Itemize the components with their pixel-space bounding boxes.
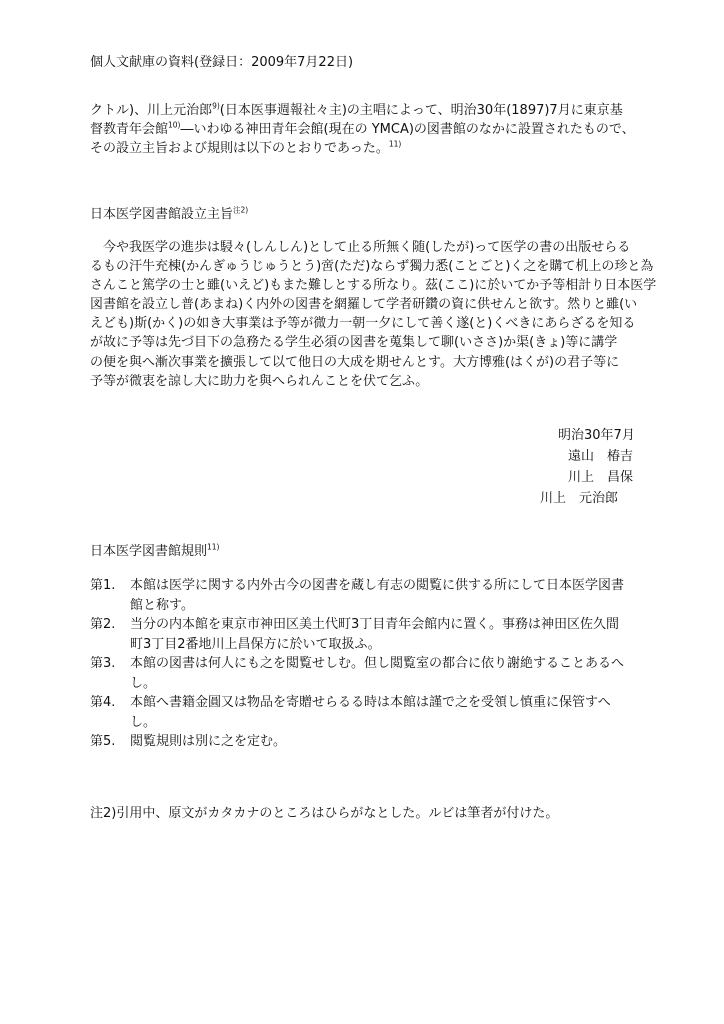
purpose-paragraph — [90, 238, 657, 391]
section-title-purpose: 日本医学図書館設立主旨$^{注2)}$ — [90, 205, 249, 222]
paragraph-line: さんこと篤学の士と雖(いえど)もまた難しとする所なり。茲(ここ)に於いてか予等相計り日本医学 — [90, 278, 657, 294]
paragraph-line: るもの汗牛充棟(かんぎゅうじゅうとう)啻(ただ)ならず獨力悉(ことごと)く之を購て机上の珍と為 — [90, 259, 654, 275]
rule-number: 第4. — [90, 695, 116, 710]
intro-paragraph — [90, 101, 650, 158]
rule-item — [90, 576, 650, 615]
footnote-ref: 10) — [168, 120, 181, 130]
rule-text: 本館は医学に関する内外古今の図書を蔵し有志の閲覧に供する所にして日本医学図書 館と称す。 — [130, 578, 625, 613]
rule-item — [90, 693, 650, 732]
signature-name: 川上 昌保 — [568, 470, 634, 485]
signature-name: 遠山 椿吉 — [568, 449, 634, 464]
rule-item — [90, 732, 650, 752]
rule-number: 第1. — [90, 578, 116, 593]
paragraph-line: の便を與へ漸次事業を擴張して以て他日の大成を期せんとす。大方博雅(はくが)の君子等に — [90, 354, 620, 370]
paragraph-line: が故に予等は先づ目下の急務たる学生必須の図書を蒐集して聊(いささ)か渠(きょ)等に講学 — [90, 335, 618, 351]
footnote-ref: 注2) — [233, 205, 249, 215]
paragraph-line: 図書館を設立し普(あまね)く内外の図書を網羅して学者研鑽の資に供せんと欲す。然りと雖(い — [90, 297, 638, 313]
footnote-ref: 9) — [212, 101, 220, 111]
rule-text: 当分の内本館を東京市神田区美土代町3丁目青年会館内に置く。事務は神田区佐久間 町3丁目2番地川上昌保方に於いて取扱ふ。 — [130, 617, 620, 652]
signature-name: 川上 元治郎 — [540, 491, 619, 506]
rule-number: 第5. — [90, 734, 116, 749]
rule-text: 本館の図書は何人にも之を閲覧せしむ。但し閲覧室の都合に依り謝絶することあるへ し。 — [130, 656, 625, 691]
paragraph-line: 今や我医学の進歩は駸々(しんしん)として止る所無く随(したが)って医学の書の出版せらる — [103, 240, 631, 255]
rule-number: 第3. — [90, 656, 116, 671]
intro-line: 督教青年会館$^{10)}$―いわゆる神田青年会館(現在の YMCA)の図書館のなかに設置されたもので、 — [90, 120, 635, 137]
rule-text: 本館へ書籍金圓又は物品を寄贈せらるる時は本館は謹で之を受領し慎重に保管すへ し。 — [130, 695, 611, 730]
rule-text: 閲覧規則は別に之を定む。 — [130, 734, 287, 749]
signature-date: 明治30年7月 — [558, 428, 635, 443]
intro-line: クトル)、川上元治郎$^{9)}$(日本医事週報社々主)の主唱によって、明治30年(1897)7月に東京基 — [90, 101, 623, 118]
paragraph-line: 予等が微衷を諒し大に助力を與へられんことを伏て乞ふ。 — [90, 373, 429, 389]
footnote-ref: 11) — [388, 139, 402, 149]
rule-item — [90, 654, 650, 693]
footnote-ref: 11) — [207, 542, 220, 552]
rules-list — [90, 576, 650, 752]
rule-item — [90, 615, 650, 654]
paragraph-line: えども)斯(かく)の如き大事業は予等が微力一朝一夕にして善く遂(と)くべきにあらざるを知る — [90, 316, 636, 332]
intro-line: その設立主旨および規則は以下のとおりであった。$^{11)}$ — [90, 139, 402, 156]
rule-number: 第2. — [90, 617, 116, 632]
section-title-rules: 日本医学図書館規則$^{11)}$ — [90, 542, 220, 559]
document-header: 個人文献庫の資料(登録日：2009年7月22日) — [90, 55, 354, 70]
signature-block — [500, 425, 660, 509]
page-footnote: 注2)引用中、原文がカタカナのところはひらがなとした。ルビは筆者が付けた。 — [90, 806, 559, 821]
